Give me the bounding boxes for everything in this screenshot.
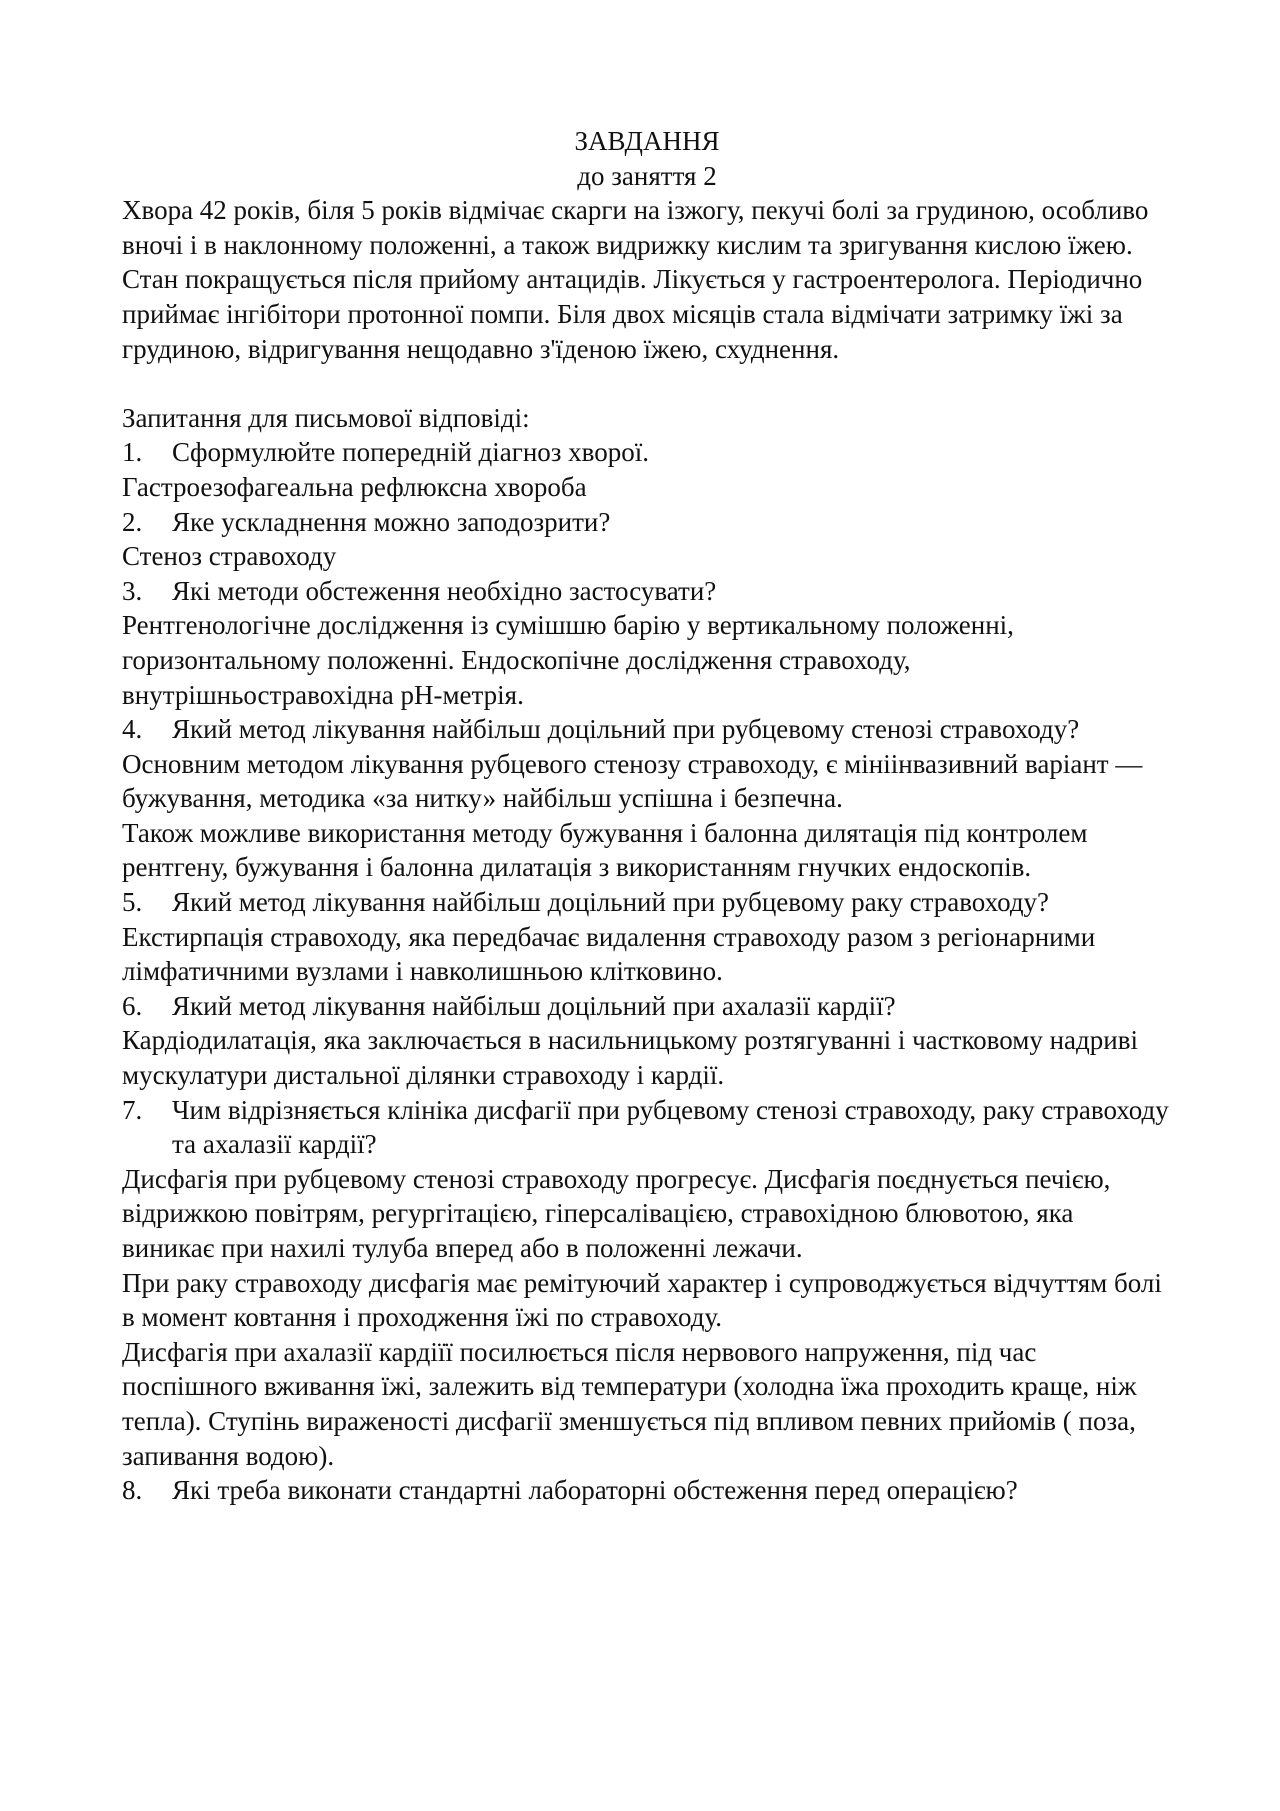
question-number: 7.: [122, 1094, 143, 1125]
answer-paragraph: Також можливе використання методу бужування і балонна дилятація під контролем рентгену, бужування і балонна дилатація з використанням гнучких ендоскопів.: [122, 817, 1088, 883]
answer-paragraph: Кардіодилатація, яка заключається в насильницькому розтягуванні і частковому надриві мускулатури дистальної ділянки стравоходу і кардії.: [122, 1025, 1138, 1091]
question-number: 5.: [122, 887, 143, 918]
question-item: [122, 1473, 1172, 1508]
question-label: Яке ускладнення можно заподозрити?: [172, 506, 611, 537]
question-text: [122, 574, 1172, 609]
question-number: 4.: [122, 714, 143, 745]
answer-block: [122, 539, 1172, 574]
question-item: [122, 712, 1172, 885]
question-label: Сформулюйте попередній діагноз хворої.: [172, 437, 649, 468]
answer-paragraph: Основним методом лікування рубцевого стенозу стравоходу, є мініінвазивний варіант — бужування, методика «за нитку» найбільш успішна і безпечна.: [122, 748, 1143, 814]
blank-line: [122, 366, 1172, 401]
question-text: [122, 505, 1172, 540]
question-label: Який метод лікування найбільш доцільний при рубцевому раку стравоходу?: [172, 887, 1050, 918]
question-item: [122, 574, 1172, 712]
question-number: 6.: [122, 990, 143, 1021]
question-text: [122, 989, 1172, 1024]
answer-paragraph: Стеноз стравоходу: [122, 541, 337, 572]
question-text: [122, 1473, 1172, 1508]
question-label: Чим відрізняється клініка дисфагії при рубцевому стенозі стравоходу, раку стравоходу та ахалазії кардії?: [172, 1094, 1169, 1160]
question-label: Які треба виконати стандартні лабораторні обстеження перед операцією?: [172, 1475, 1018, 1506]
question-text: [122, 1093, 1172, 1162]
answer-paragraph: Рентгенологічне дослідження із сумішшю барію у вертикальному положенні, горизонтальному положенні. Ендоскопічне дослідження стравоходу, внутрішньостравохідна pH-метрія.: [122, 610, 1014, 710]
answer-paragraph: Дисфагія при рубцевому стенозі стравоходу прогресує. Дисфагія поєднується печією, відрижкою повітрям, регургітацією, гіперсалівацією, стравохідною блювотою, яка виникає при нахилі тулуба вперед або в положенні лежачи.: [122, 1163, 1111, 1263]
question-text: [122, 885, 1172, 920]
answer-paragraph: При раку стравоходу дисфагія має ремітуючий характер і супроводжується відчуттям болі в момент ковтання і проходження їжі по стравоходу.: [122, 1267, 1162, 1333]
question-number: 2.: [122, 506, 143, 537]
question-label: Який метод лікування найбільш доцільний при рубцевому стенозі стравоходу?: [172, 714, 1080, 745]
question-number: 3.: [122, 575, 143, 606]
case-description: Хвора 42 років, біля 5 років відмічає скарги на ізжогу, пекучі болі за грудиною, особливо вночі і в наклонному положенні, а також видрижку кислим та зригування кислою їжею. Стан покращується після прийому антацидів. Лікується у гастроентеролога. Періодично приймає інгібітори протонної помпи. Біля двох місяців стала відмічати затримку їжі за грудиною, відригування нещодавно з'їденою їжею, схуднення.: [122, 195, 1149, 364]
answer-block: [122, 608, 1172, 712]
questions-list: [122, 435, 1172, 1507]
question-label: Який метод лікування найбільш доцільний при ахалазії кардії?: [172, 990, 896, 1021]
question-text: [122, 435, 1172, 470]
document-title: ЗАВДАННЯ: [574, 126, 720, 156]
answer-paragraph: Гастроезофагеальна рефлюксна хвороба: [122, 471, 587, 502]
question-number: 1.: [122, 437, 143, 468]
question-text: [122, 712, 1172, 747]
answer-block: [122, 1023, 1172, 1092]
questions-heading: Запитання для письмової відповіді:: [122, 402, 530, 433]
answer-paragraph: Екстирпація стравоходу, яка передбачає видалення стравоходу разом з регіонарними лімфатичними вузлами і навколишньою клітковино.: [122, 921, 1096, 987]
answer-paragraph: Дисфагія при ахалазії кардіїї посилюється після нервового напруження, під час поспішного вживання їжі, залежить від температури (холодна їжа проходить краще, ніж тепла). Ступінь вираженості дисфагії зменшується під впливом певних прийомів ( поза, запивання водою).: [122, 1336, 1137, 1471]
answer-block: [122, 747, 1172, 885]
answer-block: [122, 920, 1172, 989]
question-item: [122, 1093, 1172, 1474]
question-item: [122, 435, 1172, 504]
question-label: Які методи обстеження необхідно застосувати?: [172, 575, 717, 606]
question-item: [122, 885, 1172, 989]
answer-block: [122, 1162, 1172, 1473]
answer-block: [122, 470, 1172, 505]
document-subtitle: до заняття 2: [577, 160, 717, 191]
question-number: 8.: [122, 1475, 143, 1506]
question-item: [122, 989, 1172, 1093]
question-item: [122, 505, 1172, 574]
document-page: [122, 124, 1172, 1508]
